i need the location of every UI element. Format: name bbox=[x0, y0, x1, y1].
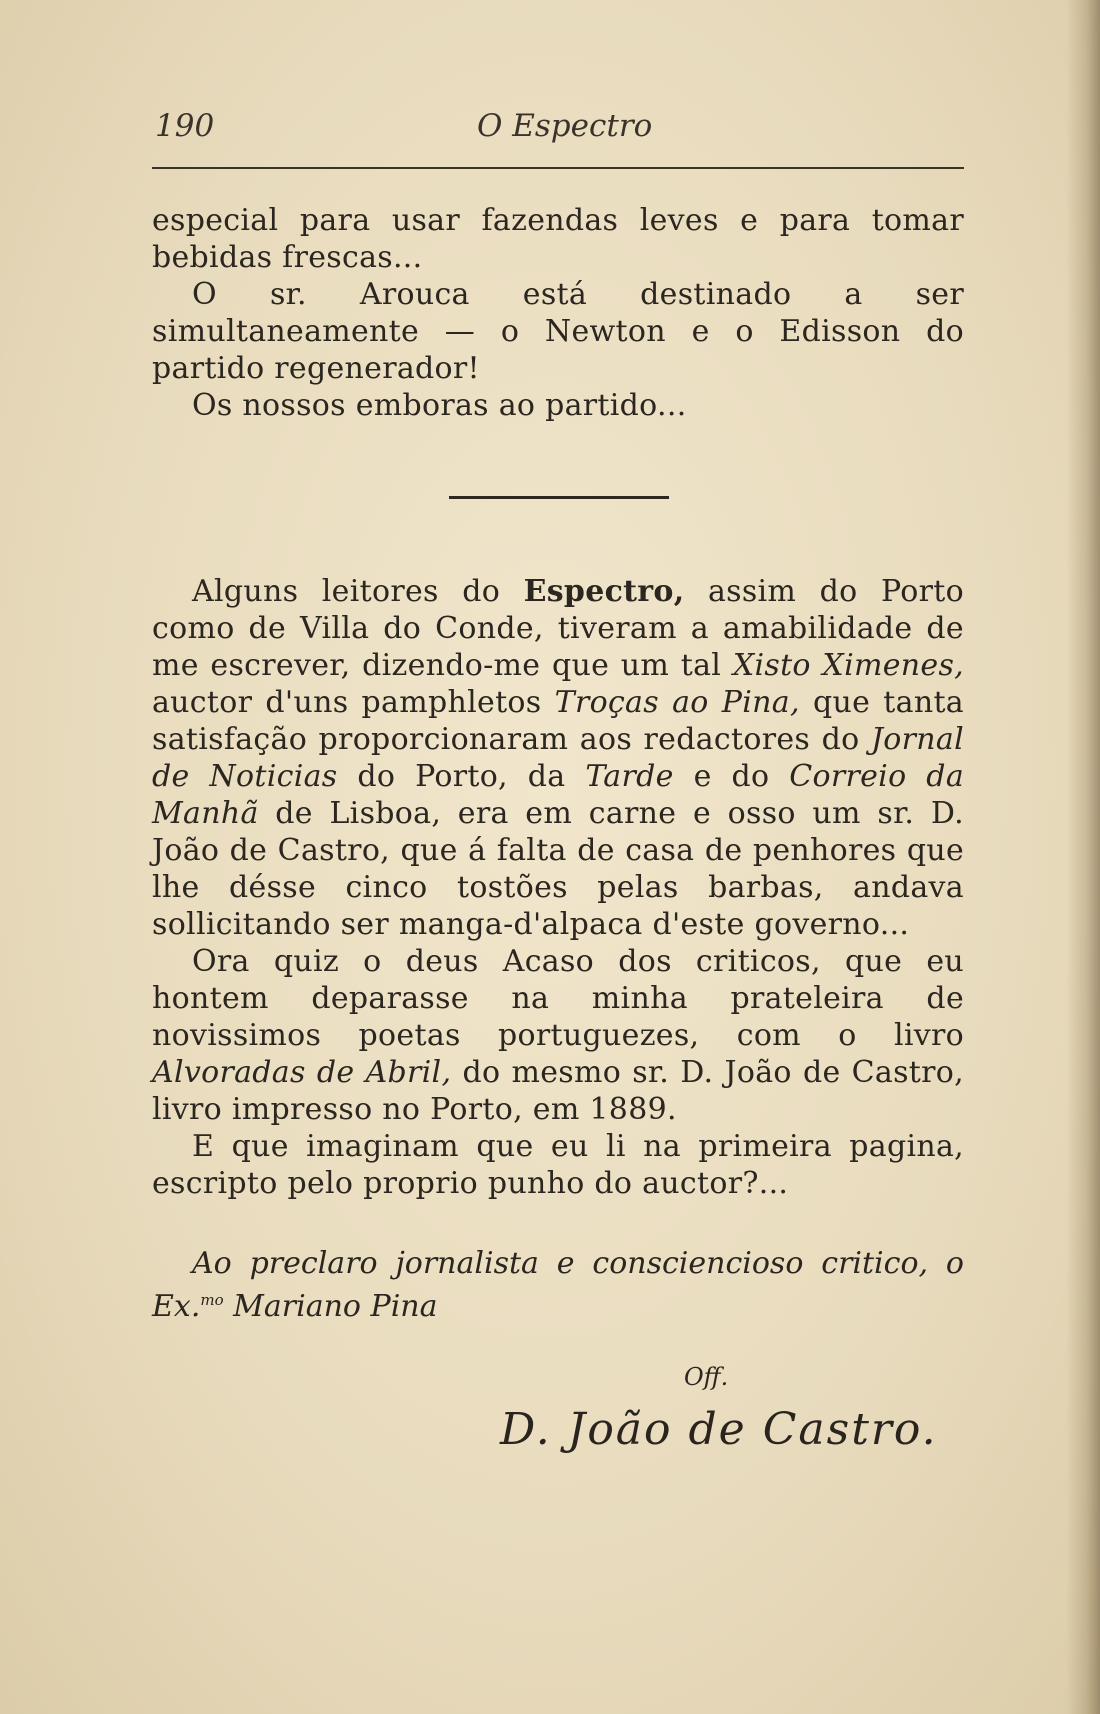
running-title: O Espectro bbox=[477, 108, 653, 144]
page-edge-shadow bbox=[1066, 0, 1100, 1714]
section-divider bbox=[449, 496, 669, 499]
italic-text: Xisto Ximenes, bbox=[732, 648, 964, 683]
text-run: Mariano Pina bbox=[223, 1289, 438, 1324]
paragraph: especial para usar fazendas leves e para tomar bebidas frescas... bbox=[152, 203, 964, 275]
text-run: Alguns leitores do bbox=[192, 574, 524, 609]
bold-text: Espectro, bbox=[523, 574, 685, 609]
text-run: do Porto, da bbox=[337, 759, 586, 794]
italic-text: Jornal de Noticias bbox=[152, 722, 964, 794]
header-rule bbox=[152, 167, 964, 169]
paragraph: E que imaginam que eu li na primeira pagina, escripto pelo proprio punho do auctor?... bbox=[152, 1129, 964, 1201]
text-run: Ao preclaro jornalista e consciencioso critico, o Ex. bbox=[152, 1246, 964, 1324]
italic-text: Tarde bbox=[585, 759, 674, 794]
paragraph: O sr. Arouca está destinado a ser simultaneamente — o Newton e o Edisson do partido regenerador! bbox=[152, 277, 964, 386]
paragraph bbox=[152, 573, 964, 943]
text-block-top bbox=[152, 202, 964, 424]
paragraph: Os nossos emboras ao partido... bbox=[192, 388, 687, 423]
superscript: mo bbox=[200, 1291, 224, 1309]
italic-text: Correio da Manhã bbox=[152, 759, 964, 831]
text-run: de Lisboa, era em carne e osso um sr. D. João de Castro, que á falta de casa de penhores que lhe désse cinco tostões pelas barbas, andava sollicitando ser manga-d'alpaca d'este governo... bbox=[152, 796, 964, 942]
text-block-main bbox=[152, 573, 964, 1202]
italic-text: Troças ao Pina, bbox=[554, 685, 800, 720]
paragraph bbox=[152, 943, 964, 1128]
signature: D. João de Castro. bbox=[500, 1404, 938, 1455]
offering-note: Off. bbox=[684, 1363, 729, 1391]
dedication-text bbox=[152, 1245, 964, 1325]
italic-text: Alvoradas de Abril, bbox=[152, 1055, 452, 1090]
text-run: auctor d'uns pamphletos bbox=[152, 685, 555, 720]
running-header bbox=[152, 108, 964, 152]
text-run: que tanta satisfação proporcionaram aos redactores do bbox=[152, 685, 964, 757]
text-run: do mesmo sr. D. João de Castro, livro impresso no Porto, em 1889. bbox=[152, 1055, 964, 1127]
text-run: assim do Porto como de Villa do Conde, tiveram a amabilidade de me escrever, dizendo-me que um tal bbox=[152, 574, 964, 683]
text-run: Ora quiz o deus Acaso dos criticos, que eu hontem deparasse na minha prateleira de novissimos poetas portuguezes, com o livro bbox=[152, 944, 964, 1053]
dedication bbox=[152, 1245, 964, 1325]
page-number: 190 bbox=[155, 108, 215, 144]
text-run: e do bbox=[673, 759, 790, 794]
